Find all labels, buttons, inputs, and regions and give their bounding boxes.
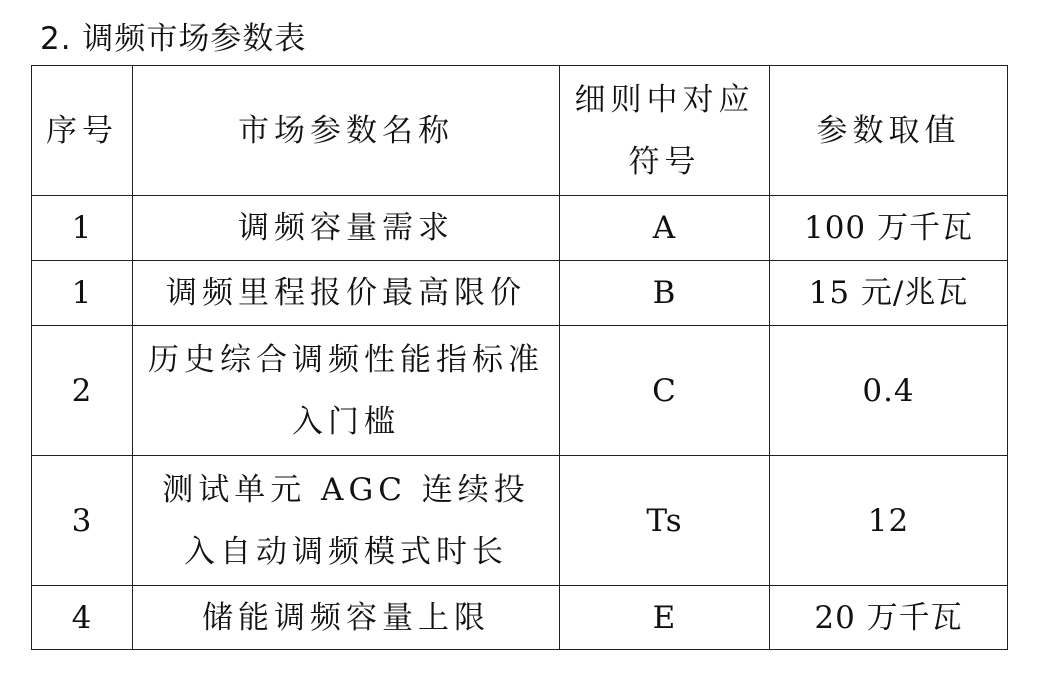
- header-symbol-text: 细则中对应符号: [574, 81, 755, 180]
- row-name-text: 调频里程报价最高限价: [166, 275, 526, 311]
- row-symbol: Ts: [560, 456, 770, 586]
- row-value: 12: [770, 456, 1008, 586]
- row-no: 4: [32, 586, 133, 650]
- market-parameter-table: [31, 65, 1008, 650]
- row-name: [133, 196, 560, 261]
- row-no: 2: [32, 326, 133, 456]
- table-row: [32, 261, 1008, 326]
- row-name: [133, 456, 560, 586]
- header-name: 市场参数名称: [133, 66, 560, 196]
- row-symbol: A: [560, 196, 770, 261]
- row-name: [133, 261, 560, 326]
- row-value: 0.4: [770, 326, 1008, 456]
- row-name-text: 储能调频容量上限: [202, 599, 490, 636]
- row-no: 1: [32, 196, 133, 261]
- header-no: 序号: [32, 66, 133, 196]
- row-name-text: 测试单元 AGC 连续投入自动调频模式时长: [162, 471, 530, 570]
- table-header-row: [32, 66, 1008, 196]
- row-name-text: 调频容量需求: [238, 210, 454, 246]
- row-name: [133, 586, 560, 650]
- table-row: [32, 326, 1008, 456]
- row-value: 20 万千瓦: [770, 586, 1008, 650]
- row-name: [133, 326, 560, 456]
- row-value: 15 元/兆瓦: [770, 261, 1008, 326]
- table-row: [32, 196, 1008, 261]
- row-value: 100 万千瓦: [770, 196, 1008, 261]
- row-no: 3: [32, 456, 133, 586]
- page-title: 2. 调频市场参数表: [40, 21, 307, 57]
- header-symbol: [560, 66, 770, 196]
- row-symbol: B: [560, 261, 770, 326]
- header-value: 参数取值: [770, 66, 1008, 196]
- row-symbol: C: [560, 326, 770, 456]
- row-symbol: E: [560, 586, 770, 650]
- row-name-text: 历史综合调频性能指标准入门槛: [148, 341, 544, 440]
- row-no: 1: [32, 261, 133, 326]
- table-row: [32, 456, 1008, 586]
- table-row: [32, 586, 1008, 650]
